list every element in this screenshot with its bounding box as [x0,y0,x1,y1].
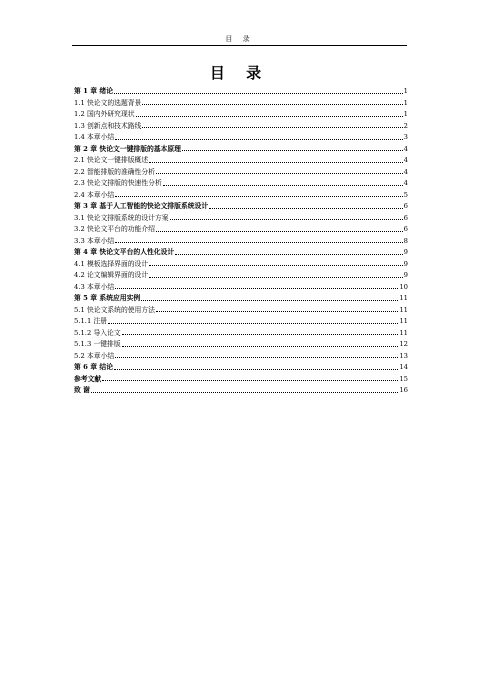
toc-entry-page-number: 9 [403,259,408,268]
toc-entry-label: 2.3 快论文排版的快速性分析 [74,179,162,187]
toc-leader-dots [170,219,403,220]
toc-leader-dots [141,300,398,301]
toc-entry[interactable] [74,213,408,225]
toc-entry-page-number: 2 [403,121,408,130]
toc-leader-dots [163,185,403,186]
toc-entry-page-number: 10 [399,282,408,291]
toc-entry-label: 5.1.3 一键排版 [74,340,121,348]
toc-entry-page-number: 6 [403,225,408,233]
toc-entry-label: 5.1.2 导入论文 [74,328,121,337]
toc-entry[interactable] [74,224,408,236]
toc-entry[interactable] [74,374,408,386]
toc-leader-dots [149,277,403,278]
toc-entry-page-number: 4 [403,167,408,176]
toc-entry-page-number: 9 [403,248,408,256]
toc-entry-label: 4.1 模板选择界面的设计 [74,259,149,268]
toc-entry-label: 3.2 快论文平台的功能介绍 [74,225,155,233]
toc-entry-label: 第 6 章 结论 [74,363,114,371]
toc-entry[interactable] [74,144,408,156]
toc-entry-page-number: 14 [399,363,408,371]
toc-entry-page-number: 5 [403,190,408,199]
toc-leader-dots [136,116,403,117]
toc-leader-dots [182,150,403,151]
toc-entry-label: 3.1 快论文排版系统的设计方案 [74,213,169,222]
toc-entry-page-number: 9 [403,271,408,279]
toc-leader-dots [115,139,403,140]
toc-entry-label: 5.2 本章小结 [74,351,115,360]
toc-leader-dots [102,380,398,381]
toc-entry[interactable] [74,155,408,167]
toc-entry[interactable] [74,305,408,317]
toc-entry-page-number: 3 [403,133,408,141]
toc-leader-dots [91,392,398,393]
toc-entry-label: 1.4 本章小结 [74,133,115,141]
toc-entry-label: 5.1.1 注册 [74,317,108,325]
toc-leader-dots [156,231,403,232]
toc-entry[interactable] [74,109,408,121]
toc-leader-dots [115,288,398,289]
toc-entry-page-number: 4 [403,156,408,164]
toc-entry-label: 参考文献 [74,374,102,383]
toc-entry-page-number: 11 [399,328,408,337]
toc-entry[interactable] [74,282,408,294]
toc-entry[interactable] [74,167,408,179]
toc-entry-page-number: 13 [399,351,408,360]
toc-leader-dots [142,104,402,105]
toc-entry-page-number: 1 [403,87,408,95]
toc-leader-dots [114,93,403,94]
toc-entry[interactable] [74,328,408,340]
toc-leader-dots [108,323,398,324]
toc-entry[interactable] [74,86,408,98]
toc-entry[interactable] [74,132,408,144]
toc-leader-dots [149,162,403,163]
toc-entry-label: 第 5 章 系统应用实例 [74,294,141,302]
toc-entry[interactable] [74,270,408,282]
toc-entry-label: 第 4 章 快论文平台的人性化设计 [74,248,175,256]
toc-entry-page-number: 11 [399,317,408,325]
toc-entry[interactable] [74,236,408,248]
toc-entry[interactable] [74,339,408,351]
toc-entry-label: 1.2 国内外研究现状 [74,110,135,118]
toc-entry-page-number: 1 [403,110,408,118]
toc-leader-dots [115,196,403,197]
toc-entry-label: 5.1 快论文系统的使用方法 [74,305,155,314]
toc-entry-label: 第 1 章 绪论 [74,87,114,95]
toc-entry-page-number: 6 [403,202,408,210]
toc-leader-dots [142,127,402,128]
toc-entry-label: 4.3 本章小结 [74,282,115,291]
toc-entry-label: 3.3 本章小结 [74,236,115,245]
toc-entry-page-number: 6 [403,213,408,222]
toc-entry-page-number: 1 [403,98,408,107]
toc-entry-page-number: 12 [399,340,408,348]
toc-entry-label: 2.1 快论文一键排版概述 [74,156,149,164]
toc-entry-label: 1.3 创新点和技术路线 [74,121,142,130]
toc-entry-label: 1.1 快论文的选题背景 [74,98,142,107]
running-header: 目 录 [225,35,254,43]
toc-entry-page-number: 4 [403,179,408,187]
toc-entry-label: 2.2 智能排版的准确性分析 [74,167,155,176]
toc-entry[interactable] [74,316,408,328]
toc-entry-page-number: 16 [399,386,408,394]
toc-list [74,86,408,397]
toc-entry-label: 第 3 章 基于人工智能的快论文排版系统设计 [74,202,209,210]
toc-entry[interactable] [74,293,408,305]
toc-leader-dots [156,311,398,312]
toc-entry-page-number: 15 [399,374,408,383]
toc-entry[interactable] [74,351,408,363]
header-rule [72,45,407,46]
toc-entry-page-number: 11 [399,305,408,314]
toc-entry-label: 第 2 章 快论文一键排版的基本原理 [74,144,181,153]
toc-leader-dots [115,357,398,358]
toc-entry[interactable] [74,385,408,397]
toc-entry[interactable] [74,190,408,202]
toc-entry-page-number: 8 [403,236,408,245]
toc-entry[interactable] [74,178,408,190]
toc-leader-dots [175,254,402,255]
toc-entry[interactable] [74,98,408,110]
toc-entry-page-number: 4 [403,144,408,153]
toc-leader-dots [122,334,399,335]
toc-leader-dots [114,369,398,370]
toc-leader-dots [209,208,403,209]
toc-leader-dots [115,242,403,243]
toc-leader-dots [156,173,403,174]
toc-entry-page-number: 11 [399,294,408,302]
toc-entry[interactable] [74,362,408,374]
toc-entry-label: 4.2 论文编辑界面的设计 [74,271,149,279]
toc-entry-label: 2.4 本章小结 [74,190,115,199]
toc-title: 目 录 [209,64,270,82]
toc-entry[interactable] [74,247,408,259]
toc-leader-dots [122,346,399,347]
toc-entry[interactable] [74,201,408,213]
toc-entry[interactable] [74,121,408,133]
toc-leader-dots [149,265,403,266]
toc-entry[interactable] [74,259,408,271]
toc-entry-label: 致 谢 [74,386,90,394]
